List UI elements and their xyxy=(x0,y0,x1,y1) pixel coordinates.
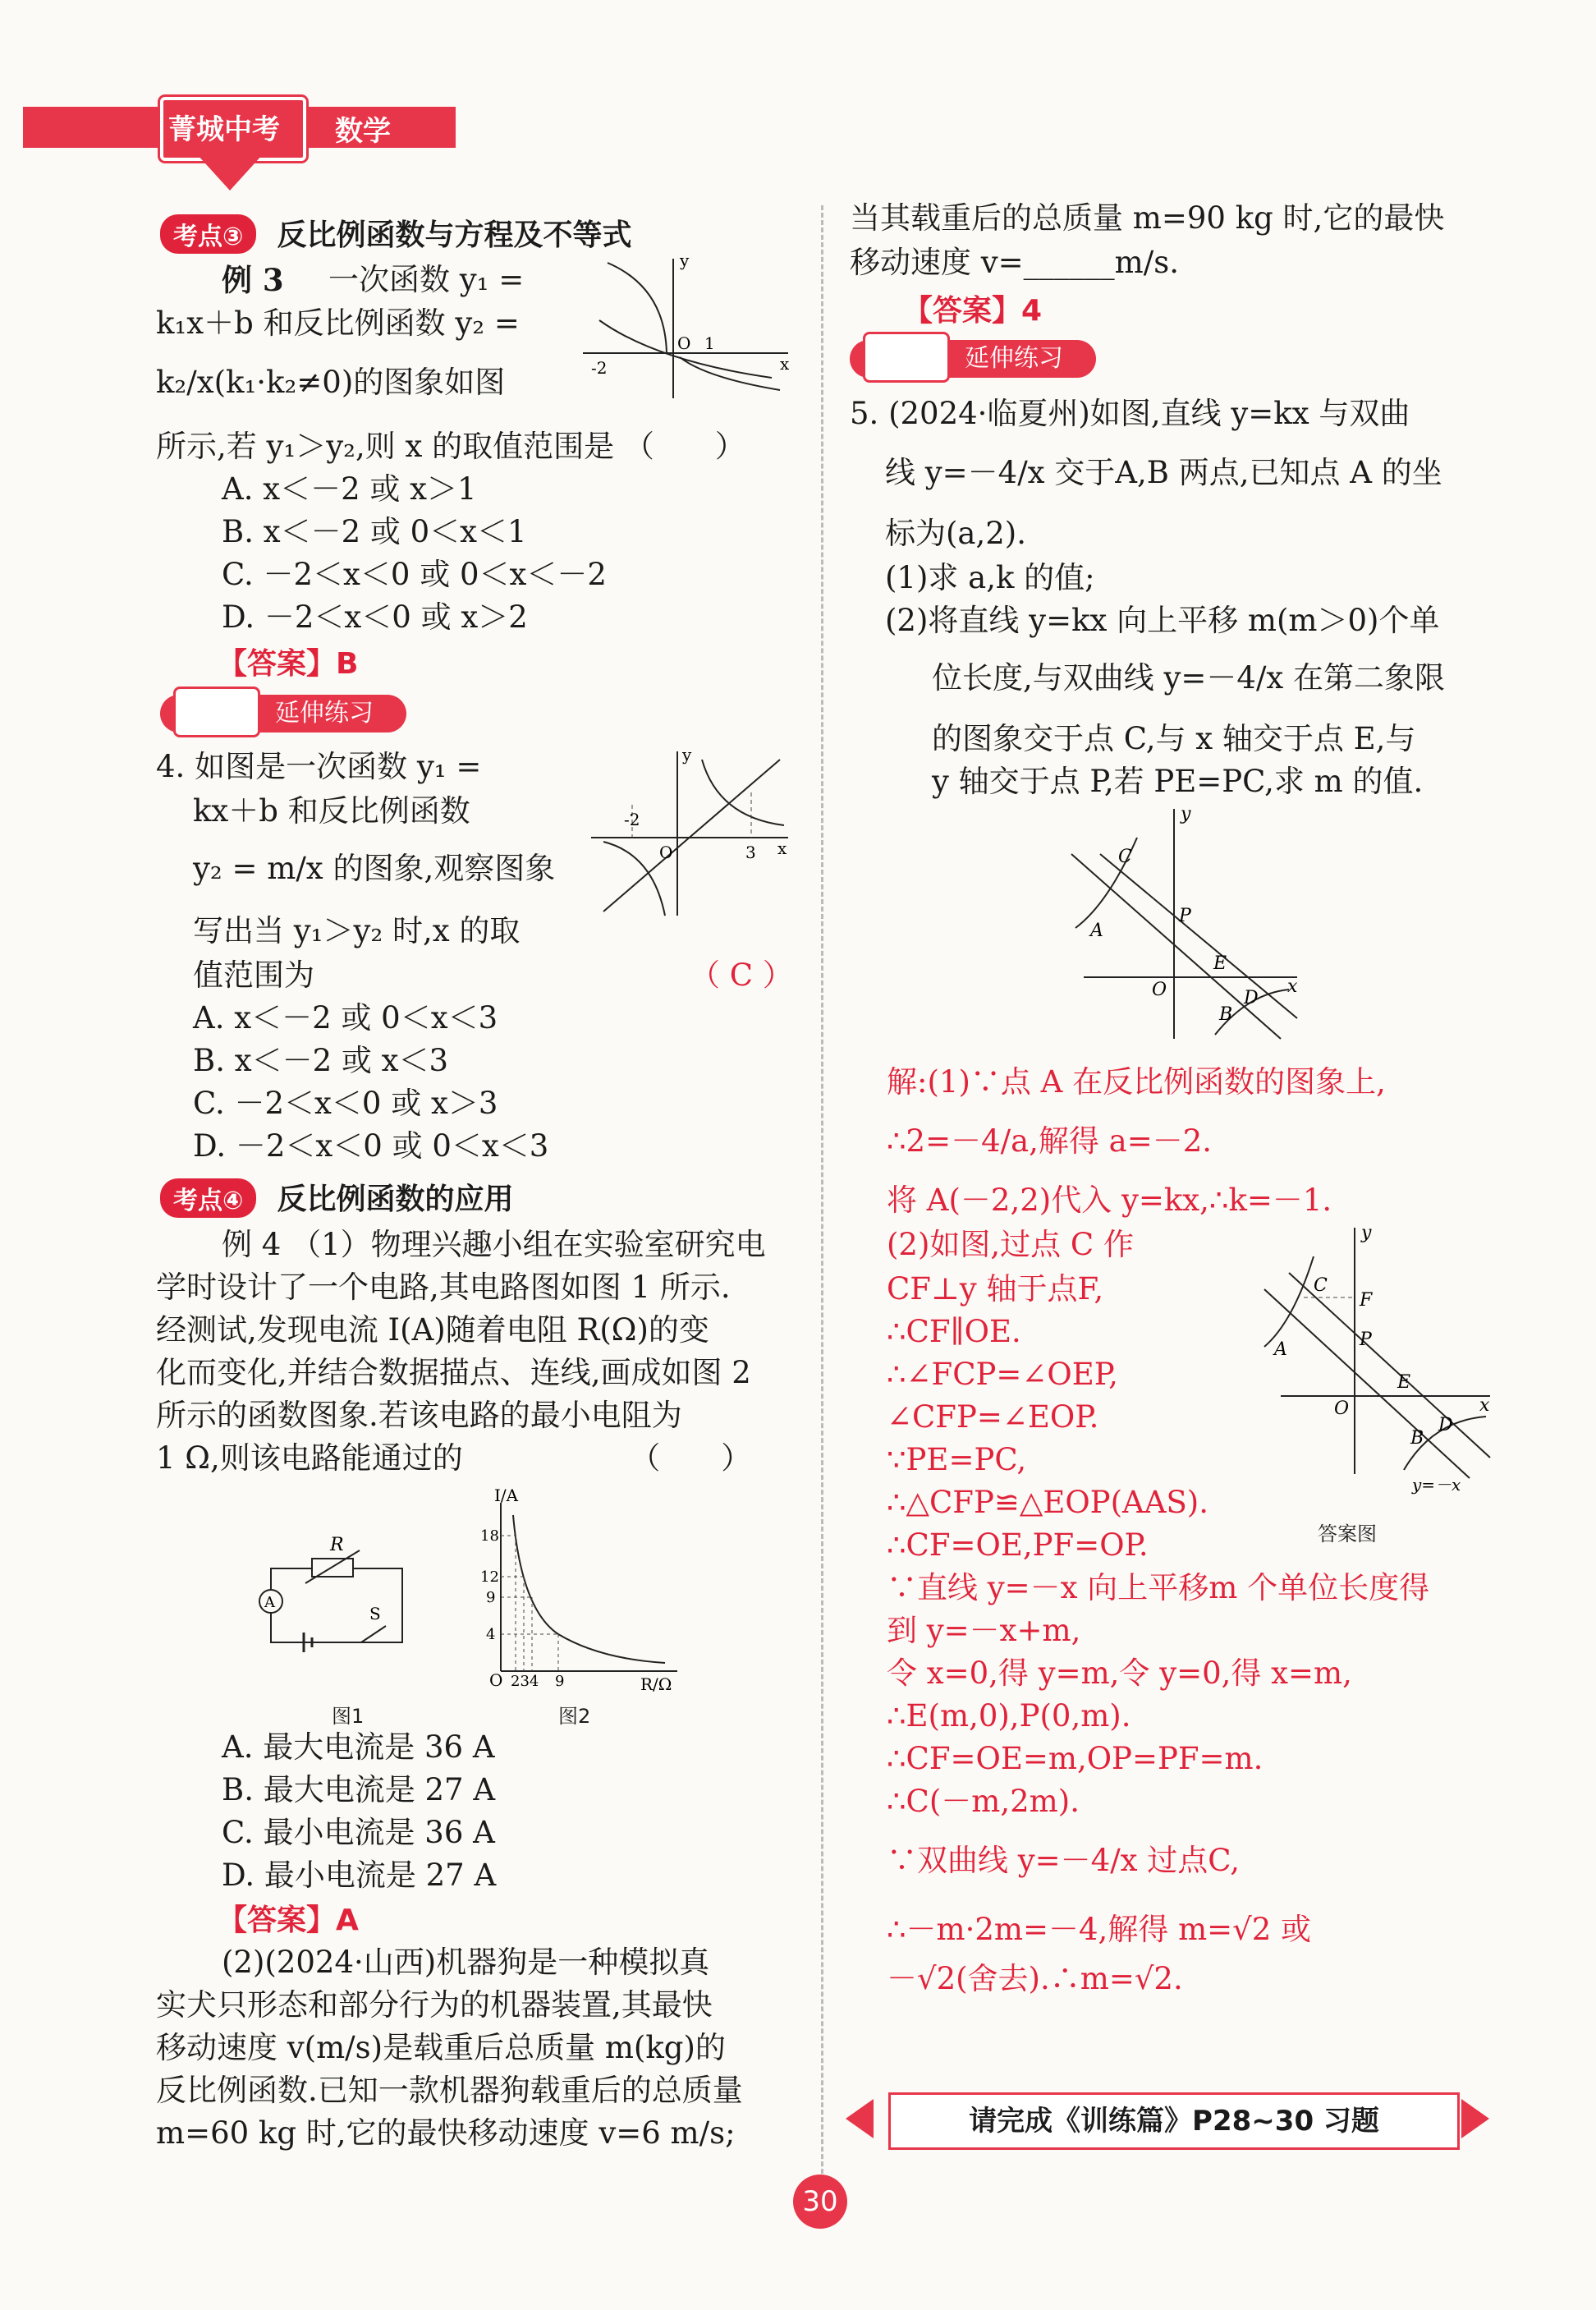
ex3-line: k₁x＋b 和反比例函数 y₂ = xyxy=(156,305,520,341)
graph-label: O xyxy=(659,843,673,862)
graph-label: -2 xyxy=(591,358,608,378)
graph-label: 18 xyxy=(480,1527,499,1545)
right-answer xyxy=(903,287,1042,329)
q4-answer: （ C ） xyxy=(690,958,793,993)
ex3-label: 例 3 xyxy=(222,262,284,298)
solution-line: ∴CF∥OE. xyxy=(887,1314,1021,1349)
fig-label: F xyxy=(1360,1290,1373,1311)
ex4-answer xyxy=(218,1897,359,1939)
kp3-title: 反比例函数与方程及不等式 xyxy=(277,218,632,252)
fig-label: y=－x xyxy=(1412,1475,1461,1495)
q5-line: (2)将直线 y=kx 向上平移 m(m＞0)个单 xyxy=(885,603,1440,638)
kp4-title: 反比例函数的应用 xyxy=(277,1183,514,1216)
kp4-heading xyxy=(160,1176,514,1218)
ex3-line: 一次函数 y₁ = xyxy=(328,262,525,297)
solution-line: ∴C(－m,2m). xyxy=(887,1784,1080,1819)
ex4-option: B. 最大电流是 27 A xyxy=(222,1772,496,1807)
solution-line: ∵PE=PC, xyxy=(887,1442,1027,1477)
ex4-part2-line: 实犬只形态和部分行为的机器装置,其最快 xyxy=(156,1987,713,2023)
page-number: 30 xyxy=(793,2175,847,2229)
ex3-line: 所示,若 y₁＞y₂,则 x 的取值范围是 （ ） xyxy=(156,429,745,464)
q5-line: 的图象交于点 C,与 x 轴交于点 E,与 xyxy=(932,721,1416,756)
graph-label: x xyxy=(780,354,790,374)
fig-label: C xyxy=(1118,847,1132,867)
solution-line: ∠CFP=∠EOP. xyxy=(887,1399,1099,1435)
fig-label: C xyxy=(1314,1275,1328,1296)
graph-label: O xyxy=(489,1670,503,1690)
solution-line: ∴∠FCP=∠OEP, xyxy=(887,1357,1118,1392)
q4-line: y₂ = m/x 的图象,观察图象 xyxy=(193,851,556,886)
solution-line: ∴2=－4/a,解得 a=－2. xyxy=(887,1123,1213,1159)
ex3-option: B. x＜－2 或 0＜x＜1 xyxy=(222,514,527,549)
solution-line: 解:(1)∵点 A 在反比例函数的图象上, xyxy=(887,1064,1386,1100)
ex4-option: C. 最小电流是 36 A xyxy=(222,1815,495,1850)
fig-label: E xyxy=(1213,953,1227,974)
ex4-line: 所示的函数图象.若该电路的最小电阻为 xyxy=(156,1398,682,1433)
ex3-line: k₂/x(k₁·k₂≠0)的图象如图 xyxy=(156,365,506,400)
q5-line: 5. (2024·临夏州)如图,直线 y=kx 与双曲 xyxy=(850,396,1410,431)
ex3-graph xyxy=(575,255,796,402)
q5-figure xyxy=(1059,805,1305,1043)
q4-line: kx＋b 和反比例函数 xyxy=(193,793,470,829)
solution-line: 到 y=－x+m, xyxy=(887,1613,1081,1648)
ex4-line: 经测试,发现电流 I(A)随着电阻 R(Ω)的变 xyxy=(156,1312,709,1348)
answer-figure xyxy=(1256,1224,1494,1495)
answer-label: 【答案】 xyxy=(218,1904,337,1937)
current-resistance-graph xyxy=(476,1486,690,1692)
q5-line: (1)求 a,k 的值; xyxy=(885,560,1095,595)
q5-line: 位长度,与双曲线 y=－4/x 在第二象限 xyxy=(932,660,1446,696)
cont-line: 当其载重后的总质量 m=90 kg 时,它的最快 xyxy=(850,200,1445,236)
circuit-label: S xyxy=(369,1604,381,1623)
answer-label: 【答案】 xyxy=(903,294,1022,328)
fig-label: y xyxy=(1361,1224,1372,1243)
fig-label: D xyxy=(1438,1415,1453,1435)
answer-figure-caption: 答案图 xyxy=(1318,1522,1377,1545)
fig-label: D xyxy=(1244,988,1259,1008)
kp3-badge: 考点③ xyxy=(160,214,256,254)
solution-line: ∴－m·2m=－4,解得 m=√2 或 xyxy=(887,1912,1312,1947)
header-chevron xyxy=(197,154,263,191)
solution-line: 令 x=0,得 y=m,令 y=0,得 x=m, xyxy=(887,1656,1352,1691)
q4-line: 值范围为 xyxy=(193,958,314,993)
q4-graph xyxy=(587,747,792,920)
answer-label: 【答案】 xyxy=(218,647,337,681)
ex4-part2-line: m=60 kg 时,它的最快移动速度 v=6 m/s; xyxy=(156,2115,736,2151)
ex4-option: A. 最大电流是 36 A xyxy=(222,1729,495,1765)
ex4-option: D. 最小电流是 27 A xyxy=(222,1858,497,1893)
fig-label: B xyxy=(1410,1428,1424,1449)
solution-line: 将 A(－2,2)代入 y=kx,∴k=－1. xyxy=(887,1183,1332,1218)
fig-label: A xyxy=(1274,1339,1287,1360)
fig-label: x xyxy=(1287,976,1298,997)
answer-value: A xyxy=(336,1904,359,1937)
circuit-label: A xyxy=(264,1594,275,1611)
answer-value: 4 xyxy=(1021,294,1043,328)
footer-arrow-right xyxy=(1461,2099,1489,2138)
ex3-option: C. －2＜x＜0 或 0＜x＜－2 xyxy=(222,557,607,592)
answer-value: B xyxy=(336,647,359,681)
q4-line: 4. 如图是一次函数 y₁ = xyxy=(156,749,482,784)
graph-label: 234 xyxy=(511,1673,539,1690)
solution-line: ∴CF=OE,PF=OP. xyxy=(887,1527,1149,1563)
fig-label: y xyxy=(1181,805,1191,824)
graph-label: y xyxy=(682,747,692,765)
ext-practice-banner xyxy=(160,695,406,732)
ex4-line: 1 Ω,则该电路能通过的 （ ） xyxy=(156,1440,752,1476)
column-divider xyxy=(821,205,823,2225)
graph-label: O xyxy=(677,333,691,353)
fig-label: A xyxy=(1090,921,1103,941)
ex3-option: A. x＜－2 或 x＞1 xyxy=(222,471,477,507)
ext-label: 延伸练习 xyxy=(275,699,374,728)
solution-line: ∵直线 y=－x 向上平移m 个单位长度得 xyxy=(887,1570,1430,1605)
book-icon xyxy=(173,687,260,737)
circuit-label: R xyxy=(330,1535,344,1555)
solution-line: ∵双曲线 y=－4/x 过点C, xyxy=(887,1843,1241,1878)
q5-line: 线 y=－4/x 交于A,B 两点,已知点 A 的坐 xyxy=(885,455,1442,490)
circuit-diagram xyxy=(255,1519,419,1659)
q4-option: C. －2＜x＜0 或 x＞3 xyxy=(193,1086,498,1121)
graph-label: 9 xyxy=(555,1673,565,1690)
ex3-answer xyxy=(218,641,358,682)
graph-label: 12 xyxy=(480,1568,499,1586)
q4-line: 写出当 y₁＞y₂ 时,x 的取 xyxy=(193,913,521,948)
graph-label: 9 xyxy=(486,1589,496,1606)
graph-label: y xyxy=(680,255,690,270)
q4-option: A. x＜－2 或 0＜x＜3 xyxy=(193,1000,498,1036)
ex4-part2-line: 移动速度 v(m/s)是载重后总质量 m(kg)的 xyxy=(156,2030,726,2065)
q5-line: 标为(a,2). xyxy=(885,516,1026,551)
ex3-option: D. －2＜x＜0 或 x＞2 xyxy=(222,599,528,635)
fig2-caption: 图2 xyxy=(558,1705,591,1728)
graph-label: I/A xyxy=(494,1486,519,1505)
q5-line: y 轴交于点 P,若 PE=PC,求 m 的值. xyxy=(932,764,1424,799)
kp3-heading xyxy=(160,212,632,254)
solution-line: ∴CF=OE=m,OP=PF=m. xyxy=(887,1741,1264,1776)
graph-label: -2 xyxy=(624,810,640,829)
graph-label: x xyxy=(777,838,787,858)
fig-label: B xyxy=(1219,1004,1233,1025)
fig1-caption: 图1 xyxy=(332,1705,365,1728)
fig-label: P xyxy=(1179,906,1191,926)
ext-label: 延伸练习 xyxy=(965,344,1063,373)
ex4-line: 化而变化,并结合数据描点、连线,画成如图 2 xyxy=(156,1355,751,1390)
ex4-part2-line: (2)(2024·山西)机器狗是一种模拟真 xyxy=(222,1945,710,1980)
book-icon xyxy=(863,332,950,383)
subject-label: 数学 xyxy=(335,115,391,148)
fig-label: E xyxy=(1397,1372,1411,1393)
fig-label: x xyxy=(1479,1395,1490,1416)
footer-exercise-link[interactable]: 请完成《训练篇》P28~30 习题 xyxy=(888,2092,1460,2150)
ext-practice-banner xyxy=(850,340,1096,378)
graph-label: 4 xyxy=(486,1626,496,1643)
cont-line: 移动速度 v=______m/s. xyxy=(850,245,1179,280)
footer-arrow-left xyxy=(846,2099,874,2138)
solution-line: CF⊥y 轴于点F, xyxy=(887,1271,1104,1307)
solution-line: ∴E(m,0),P(0,m). xyxy=(887,1698,1131,1734)
fig-label: O xyxy=(1334,1398,1350,1419)
graph-label: 1 xyxy=(704,333,715,353)
fig-label: P xyxy=(1360,1330,1372,1350)
solution-line: (2)如图,过点 C 作 xyxy=(887,1227,1135,1262)
brand-name: 菁城中考 xyxy=(168,113,280,146)
q4-option: D. －2＜x＜0 或 0＜x＜3 xyxy=(193,1128,549,1164)
ex4-part2-line: 反比例函数.已知一款机器狗载重后的总质量 xyxy=(156,2073,743,2108)
solution-line: ∴△CFP≌△EOP(AAS). xyxy=(887,1485,1208,1520)
kp4-badge: 考点④ xyxy=(160,1178,256,1218)
q4-option: B. x＜－2 或 x＜3 xyxy=(193,1043,449,1078)
ex4-line: 例 4 （1）物理兴趣小组在实验室研究电 xyxy=(222,1227,766,1262)
fig-label: O xyxy=(1152,980,1167,1000)
graph-label: R/Ω xyxy=(640,1674,672,1692)
graph-label: 3 xyxy=(745,843,756,862)
solution-line: －√2(舍去).∴m=√2. xyxy=(887,1961,1183,1996)
ex4-line: 学时设计了一个电路,其电路图如图 1 所示. xyxy=(156,1270,731,1305)
